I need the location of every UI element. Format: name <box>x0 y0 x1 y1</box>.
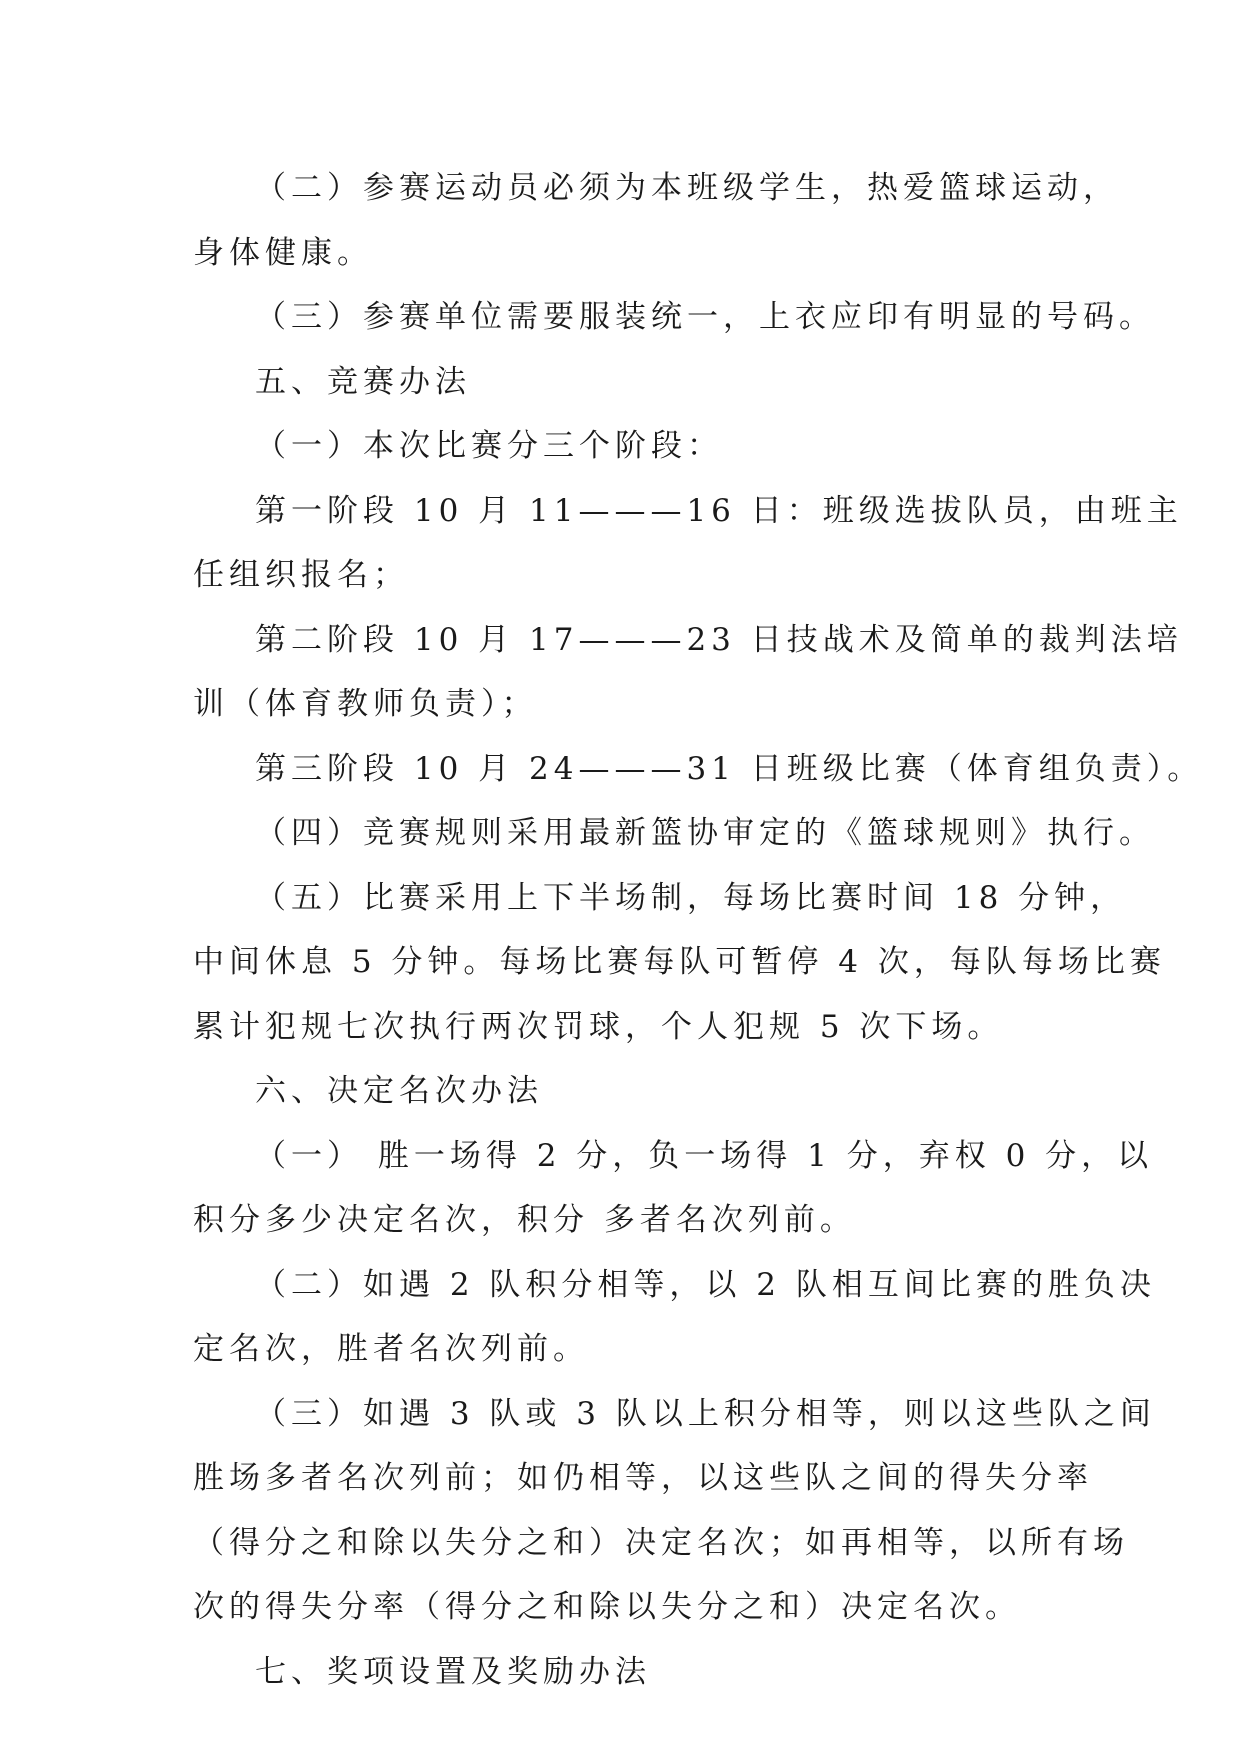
text-line: 任组织报名； <box>193 557 409 593</box>
text-line: （一）本次比赛分三个阶段： <box>255 428 723 464</box>
text-line: （五）比赛采用上下半场制，每场比赛时间 18 分钟， <box>255 879 1127 916</box>
text-line: 胜场多者名次列前；如仍相等，以这些队之间的得失分率 <box>193 1460 1093 1496</box>
text-line: （一） 胜一场得 2 分，负一场得 1 分，弃权 0 分，以 <box>255 1137 1154 1174</box>
text-line: （三）参赛单位需要服装统一，上衣应印有明显的号码。 <box>255 299 1155 335</box>
text-line: 训（体育教师负责）； <box>193 686 538 722</box>
text-line: 次的得失分率（得分之和除以失分之和）决定名次。 <box>193 1589 1021 1625</box>
text-line: 中间休息 5 分钟。每场比赛每队可暂停 4 次，每队每场比赛 <box>193 944 1166 980</box>
text-line: 第二阶段 10 月 17———23 日技战术及简单的裁判法培 <box>255 621 1183 658</box>
text-line: （三）如遇 3 队或 3 队以上积分相等，则以这些队之间 <box>255 1395 1156 1432</box>
text-line: 定名次，胜者名次列前。 <box>193 1331 589 1367</box>
document-body <box>193 156 1204 1704</box>
text-line: 第三阶段 10 月 24———31 日班级比赛（体育组负责）。 <box>255 750 1204 787</box>
text-line: （四）竞赛规则采用最新篮协审定的《篮球规则》执行。 <box>255 815 1155 851</box>
section-heading: 六、决定名次办法 <box>255 1073 543 1109</box>
text-line: 累计犯规七次执行两次罚球，个人犯规 5 次下场。 <box>193 1008 1004 1045</box>
text-line: 第一阶段 10 月 11———16 日：班级选拔队员，由班主 <box>255 492 1183 529</box>
text-line: 身体健康。 <box>193 234 373 271</box>
text-line: 积分多少决定名次，积分 多者名次列前。 <box>193 1202 856 1238</box>
text-line: （得分之和除以失分之和）决定名次；如再相等，以所有场 <box>193 1524 1129 1561</box>
text-line: （二）如遇 2 队积分相等，以 2 队相互间比赛的胜负决 <box>255 1266 1156 1303</box>
section-heading: 七、奖项设置及奖励办法 <box>255 1653 651 1690</box>
text-line: （二）参赛运动员必须为本班级学生，热爱篮球运动， <box>255 170 1119 206</box>
section-heading: 五、竞赛办法 <box>255 363 471 400</box>
